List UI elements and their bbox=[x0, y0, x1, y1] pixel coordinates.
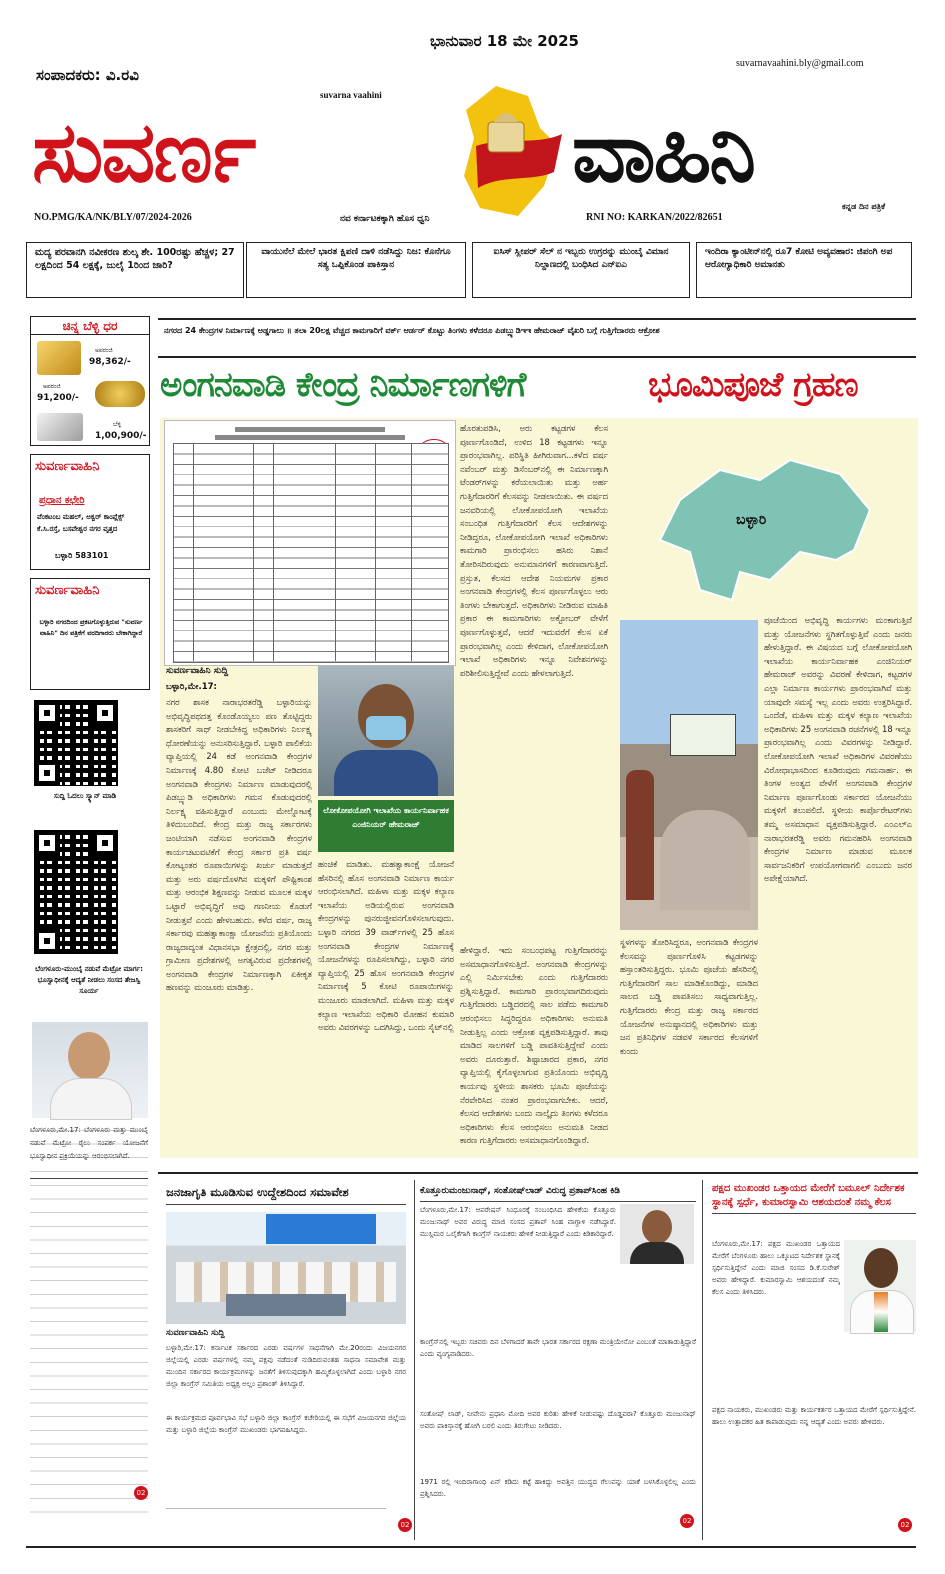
story3-body-2: ಪಕ್ಷದ ನಾಯಕರು, ಮುಖಂಡರು ಮತ್ತು ಕಾರ್ಯಕರ್ತರ ಒತ್ತಾಯದ ಮೇರೆಗೆ ಸ್ಪರ್ಧಿಸುತ್ತಿದ್ದೇನೆ. ಹಾಲು ಉತ್ಪಾದಕರ ಹಿತ ಕಾಪಾಡುವುದು ನನ್ನ ಆದ್ಯತೆ ಎಂದು ಅವರು ಹೇಳಿದರು. bbox=[712, 1406, 916, 1426]
mp-body-continued bbox=[30, 1178, 148, 1519]
engineer-photo bbox=[318, 666, 454, 796]
gold-24-label: ಅಪರಂಜಿ bbox=[43, 383, 61, 390]
sidebar bbox=[30, 316, 150, 1536]
silver-bars-image bbox=[37, 413, 83, 441]
lead-col4-text: ಪೂಜೆಯಿಂದ ಅಭಿವೃದ್ಧಿ ಕಾರ್ಯಗಳು ಮಂಕಾಗುತ್ತಿವೆ ಮತ್ತು ಯೋಜನೆಗಳು ಸ್ಥಗಿತಗೊಳ್ಳುತ್ತಿವೆ ಎಂದು ಜನರು ಹೇಳುತ್ತಿದ್ದಾರೆ. ಈ ವಿಷಯದ ಬಗ್ಗೆ ಲೋಕೋಪಯೋಗಿ ಇಲಾಖೆಯ ಕಾರ್ಯನಿರ್ವಾಹಕ ಎಂಜಿನಿಯರ್ ಹೇಮರಾಜ್ ಅವರನ್ನು ವಿವರಣೆ ಕೇಳಿದಾಗ, ಕಟ್ಟಡಗಳ ಎಲ್ಲಾ ನಿರ್ಮಾಣ ಕಾರ್ಯಗಳು ಪ್ರಾರಂಭವಾಗಿವೆ ಮತ್ತು ಯಾವುದೇ ಸಮಸ್ಯೆ ಇಲ್ಲ ಎಂದು ಅವರು ಉತ್ತರಿಸಿದ್ದಾರೆ. ಒಂದೆಡೆ, ಮಹಿಳಾ ಮತ್ತು ಮಕ್ಕಳ ಕಲ್ಯಾಣ ಇಲಾಖೆಯ ಅಧಿಕಾರಿಗಳು 25 ಅಂಗನವಾಡಿ ರಚನೆಗಳಲ್ಲಿ 18 ಇನ್ನೂ ಪ್ರಾರಂಭವಾಗಿಲ್ಲ ಎಂದು ವಿವರಗಳನ್ನು ನೀಡಿದ್ದಾರೆ. ಲೋಕೋಪಯೋಗಿ ಇಲಾಖೆ ಅಧಿಕಾರಿಗಳ ವಿವರಣೆಯು ವಿರೋಧಾಭಾಸದಿಂದ ಕೂಡಿರುವುದು ಗಮನಾರ್ಹ. ಈ ತಿಂಗಳ ಅಂತ್ಯದ ವೇಳೆಗೆ ಅಂಗನವಾಡಿ ಕೇಂದ್ರಗಳ ನಿರ್ಮಾಣ ಪೂರ್ಣಗೊಂಡು ಸರ್ಕಾರದ ಯೋಜನೆಯು ಮಕ್ಕಳಿಗೆ ತಲುಪಲಿದೆ. ಸ್ಥಳೀಯ ಕಾರ್ಪೊರೇಟರ್‌ಗಳು ತಮ್ಮ ಅಸಮಾಧಾನ ವ್ಯಕ್ತಪಡಿಸುತ್ತಿದ್ದಾರೆ. ಎಂಎಲ್ಎ ನಾರಾಭರತರೆಡ್ಡಿ ಅವರು ಗಮನಹರಿಸಿ ಅಂಗನವಾಡಿ ಕೇಂದ್ರಗಳ ನಿರ್ಮಾಣ ಮಾಡುವ ಮೂಲಕ ಸಾರ್ವಜನಿಕರಿಗೆ ಉಪಯೋಗವಾಗಲಿ ಎಂಬುದು ಜನರ ಅಪೇಕ್ಷೆಯಾಗಿದೆ. bbox=[764, 615, 912, 884]
gold-22-label: ಅಪರಂಜಿ bbox=[95, 347, 113, 354]
teaser-1[interactable]: ಮದ್ಯ ಪರವಾನಗಿ ನವೀಕರಣ ಶುಲ್ಕ ಶೇ. 100ರಷ್ಟು ಹೆಚ್ಚಳ; 27 ಲಕ್ಷದಿಂದ 54 ಲಕ್ಷಕ್ಕೆ, ಜುಲೈ 1ರಿಂದ ಜಾರಿ? bbox=[26, 242, 244, 298]
meeting-photo bbox=[166, 1212, 406, 1324]
gold-rate-box bbox=[30, 316, 150, 446]
teaser-2[interactable]: ವಾಯುನೆಲೆ ಮೇಲೆ ಭಾರತ ಕ್ಷಿಪಣಿ ದಾಳಿ ನಡೆಸಿದ್ದು ನಿಜ: ಕೊನೆಗೂ ಸತ್ಯ ಒಪ್ಪಿಕೊಂಡ ಪಾಕಿಸ್ತಾನ bbox=[246, 242, 466, 298]
reporter-ad-box bbox=[30, 578, 150, 690]
gold-22-price: 98,362/- bbox=[89, 357, 131, 367]
rni-number: RNI NO: KARKAN/2022/82651 bbox=[586, 212, 723, 223]
qr-code-2[interactable] bbox=[34, 830, 118, 954]
lead-col3b-text: ಸ್ಥಳಗಳನ್ನು ತೋರಿಸಿದ್ದರೂ, ಅಂಗನವಾಡಿ ಕೇಂದ್ರಗಳ ಕೆಲಸವನ್ನು ಪೂರ್ಣಗೊಳಿಸಿ ಕಟ್ಟಡಗಳನ್ನು ಹಸ್ತಾಂತರಿಸುತ್ತಿದ್ದರು. ಭೂಮಿ ಪೂಜೆಯ ಹೆಸರಿನಲ್ಲಿ ಗುತ್ತಿಗೆದಾರರಿಗೆ ಸಾಲ ಮಾಡಿಕೊಂಡಿದ್ದು, ಮಾಡಿದ ಸಾಲದ ಬಡ್ಡಿ ಪಾವತಿಸಲು ಸಾಧ್ಯವಾಗುತ್ತಿಲ್ಲ. ಗುತ್ತಿಗೆದಾರರು ಕೇಂದ್ರ ಮತ್ತು ರಾಜ್ಯ ಸರ್ಕಾರದ ಯೋಜನೆಗಳ ಅನುಷ್ಠಾನದಲ್ಲಿ ಅಧಿಕಾರಿಗಳು ಮತ್ತು ಜನ ಪ್ರತಿನಿಧಿಗಳ ನಡವಳಿ ಸರ್ಕಾರದ ಕೆಲಸಗಳಿಗೆ ಕುಂದು bbox=[620, 937, 758, 1056]
lead-byline: ಸುವರ್ಣವಾಹಿನಿ ಸುದ್ದಿ bbox=[166, 666, 229, 676]
office-box bbox=[30, 454, 150, 570]
lead-col1-text: ನಗರ ಶಾಸಕ ನಾರಾಭರತರೆಡ್ಡಿ ಬಳ್ಳಾರಿಯನ್ನು ಅಭಿವೃದ್ಧಿಪಥದತ್ತ ಕೊಂಡೊಯ್ಯಲು ಪಣ ತೊಟ್ಟಿದ್ದರು ಶಾಸಕರಿಗೆ ಸಾಥ್ ನೀಡಬೇಕಿದ್ದ ಅಧಿಕಾರಿಗಳು ನಿರ್ಲಕ್ಷ್ಯ ಧೋರಣೆಯನ್ನು ಅನುಸರಿಸುತ್ತಿದ್ದಾರೆ. ಬಳ್ಳಾರಿ ಪಾಲಿಕೆಯ ವ್ಯಾಪ್ತಿಯಲ್ಲಿ 24 ಕಡೆ ಅಂಗನವಾಡಿ ಕೇಂದ್ರಗಳ ನಿರ್ಮಾಣಕ್ಕೆ 4.80 ಕೋಟಿ ಬಜೆಟ್ ನೀಡಿದರೂ ಅಂಗನವಾಡಿ ಕೇಂದ್ರಗಳು ನಿರ್ಮಾಣ ಮಾಡುವುದರಲ್ಲಿ ಪಿಡಬ್ಲ್ಯುಡಿ ಅಧಿಕಾರಿಗಳು ಗಮನ ಕೊಡುವುದರಲ್ಲಿ ನಿರ್ಲಕ್ಷ್ಯ ವಹಿಸುತ್ತಿದ್ದಾರೆ ಎಂಬುದು ಮೇಲ್ನೋಟಕ್ಕೆ ತಿಳಿದುಬಂದಿದೆ. ಕೇಂದ್ರ ಮತ್ತು ರಾಜ್ಯ ಸರ್ಕಾರಗಳು ಜಂಟಿಯಾಗಿ ನಡೆಸುವ ಅಂಗನವಾಡಿ ಕೇಂದ್ರಗಳ ಕಾರ್ಯಚಟುವಟಿಕೆಗೆ ಕೇಂದ್ರ ಸರ್ಕಾರ ಪ್ರತಿ ವರ್ಷ ಕೋಟ್ಯಂತರ ರೂಪಾಯಿಗಳನ್ನು ಖರ್ಚು ಮಾಡುತ್ತದೆ ಮತ್ತು ಅರು ವರ್ಷದೊಳಗಿನ ಮಕ್ಕಳಿಗೆ ಪೌಷ್ಟಿಕಾಂಶ ಮತ್ತು ಆರಂಭಿಕ ಶಿಕ್ಷಣವನ್ನು ನೀಡುವ ಮೂಲಕ ಮಕ್ಕಳ ಒಟ್ಟಾರೆ ಅಭಿವೃದ್ಧಿಗೆ ಅವು ಗಣನೀಯ ಕೊಡುಗೆ ನೀಡುತ್ತವೆ ಎಂದು ಹೇಳಬಹುದು. ಕಳೆದ ವರ್ಷ, ರಾಜ್ಯ ಸರ್ಕಾರವು ಮಹತ್ವಾಕಾಂಕ್ಷಾ ಯೋಜನೆಯ ಪ್ರತಿಯೊಂದು ರಾಜ್ಯದಾದ್ಯಂತ ವಿಧಾನಸಭಾ ಕ್ಷೇತ್ರದಲ್ಲಿ, ನಗರ ಮತ್ತು ಗ್ರಾಮೀಣ ಪ್ರದೇಶಗಳಲ್ಲಿ ಅಗತ್ಯವಿರುವ ಪ್ರದೇಶಗಳಲ್ಲಿ ಅಂಗನವಾಡಿ ಕೇಂದ್ರಗಳ ನಿರ್ಮಾಣಕ್ಕಾಗಿ ಏಕೀಕೃತ ಹಣವನ್ನು ಮಂಜೂರು ಮಾಡಿತ್ತು. bbox=[166, 697, 312, 993]
page-badge-3: 02 bbox=[680, 1514, 694, 1528]
story3-body: ಬೆಂಗಳೂರು,ಮೇ.17: ಪಕ್ಷದ ಮುಖಂಡರ ಒತ್ತಾಯದ ಮೇರೆಗೆ ಬೆಂಗಳೂರು ಹಾಲು ಒಕ್ಕೂಟದ ನಿರ್ದೇಶಕ ಸ್ಥಾನಕ್ಕೆ ಸ್ಪರ್ಧಿಸುತ್ತಿದ್ದೇನೆ ಎಂದು ಮಾಜಿ ಸಂಸದ ಡಿ.ಕೆ.ಸುರೇಶ್ ಅವರು ಹೇಳಿದ್ದಾರೆ. ಕುಮಾರಸ್ವಾಮಿ ಆಶಯದಂತೆ ನಮ್ಮ ಕೆಲಸ ಎಂದು ತಿಳಿಸಿದರು. bbox=[712, 1240, 840, 1296]
page-bottom-rule bbox=[26, 1546, 916, 1548]
page-badge-2: 02 bbox=[398, 1518, 412, 1532]
mp-headline: ಬೆಂಗಳೂರು-ಮುಂಬೈ ನಡುವೆ ಮೆಟ್ರೋ ಮಾರ್ಗ: ಭೂಸ್ವಾಧೀನಕ್ಕೆ ಆದ್ಯತೆ ನೀಡಲು ಸಂಸದ ತೇಜಸ್ವಿ ಸೂರ್ಯ bbox=[35, 965, 143, 995]
qr-caption-1: ಸುದ್ದಿ ಓದಲು ಸ್ಕ್ಯಾನ್ ಮಾಡಿ bbox=[53, 792, 117, 800]
gold-24-price: 91,200/- bbox=[37, 393, 79, 403]
gold-chain-image bbox=[95, 381, 145, 407]
story2-body-4: 1971 ರಲ್ಲಿ ಇಂದಿರಾಗಾಂಧಿ ಏನ್ ಕಡಿದು ಕಟ್ಟೆ ಹಾಕಿದ್ದು ಅವತ್ತಿನ ಯುದ್ಧದ ಗೆಲುವನ್ನು ಯಾಕೆ ಬಳಸಿಕೊಳ್ಳಲಿಲ್ಲ ಎಂದು ಪ್ರಶ್ನಿಸಿದರು. bbox=[420, 1478, 696, 1498]
editor-line: ಸಂಪಾದಕರು: ವಿ.ರವಿ bbox=[36, 66, 139, 84]
issue-date: ಭಾನುವಾರ 18 ಮೇ 2025 bbox=[430, 32, 579, 50]
office-title: ಪ್ರಧಾನ ಕಛೇರಿ bbox=[39, 495, 85, 506]
qr-code-1[interactable] bbox=[34, 700, 118, 786]
lead-col3-upper: ಹೊರತುಪಡಿಸಿ, ಅರು ಕಟ್ಟಡಗಳ ಕೆಲಸ ಪೂರ್ಣಗೊಂಡಿದೆ, ಉಳಿದ 18 ಕಟ್ಟಡಗಳು ಇನ್ನೂ ಪ್ರಾರಂಭವಾಗಿಲ್ಲ. ಪರಿಸ್ಥಿತಿ ಹೀಗಿರುವಾಗ...ಕಳೆದ ವರ್ಷ ನವೆಂಬರ್ ಮತ್ತು ಡಿಸೆಂಬರ್‌ನಲ್ಲಿ ಈ ನಿರ್ಮಾಣಕ್ಕಾಗಿ ಟೆಂಡರ್‌ಗಳನ್ನು ಕರೆಯಲಾಯಿತು ಮತ್ತು ಅರ್ಹ ಗುತ್ತಿಗೆದಾರರಿಗೆ ಕೆಲಸವನ್ನು ನೀಡಲಾಯಿತು. ಈ ವರ್ಷದ ಜನವರಿಯಲ್ಲಿ ಲೋಕೋಪಯೋಗಿ ಇಲಾಖೆಯ ಸಂಬಂಧಿತ ಗುತ್ತಿಗೆದಾರರಿಗೆ ಕೆಲಸ ಆದೇಶಗಳನ್ನು ನೀಡಿದ್ದರೂ, ಲೋಕೋಪಯೋಗಿ ಇಲಾಖೆ ಅಧಿಕಾರಿಗಳು ಕಾಮಗಾರಿ ಪ್ರಾರಂಭಿಸಲು ಹಸಿರು ನಿಶಾನೆ ತೋರಿಸದಿರುವುದು ಅನುಮಾನಗಳಿಗೆ ಕಾರಣವಾಗುತ್ತಿದೆ. ಪ್ರಸ್ತುತ, ಕೆಲಸದ ಆದೇಶ ನಿಯಮಗಳ ಪ್ರಕಾರ ಅಂಗನವಾಡಿ ಕೇಂದ್ರಗಳಲ್ಲಿ ಕೆಲಸ ಪೂರ್ಣಗೊಳ್ಳಲು ಆರು ತಿಂಗಳು ಬೇಕಾಗುತ್ತದೆ. ಅಧಿಕಾರಿಗಳು ನೀಡಿರುವ ಮಾಹಿತಿ ಪ್ರಕಾರ ಈ ಕಾಮಗಾರಿಗಳು ಅಕ್ಟೋಬರ್ ವೇಳೆಗೆ ಪೂರ್ಣಗೊಳ್ಳುತ್ತವೆ, ಆದರೆ ಇದುವರೆಗೆ ಕೆಲಸ ಏಕೆ ಪ್ರಾರಂಭವಾಗಿಲ್ಲ ಎಂದು ಕೇಳಿದಾಗ, ಲೋಕೋಪಯೋಗಿ ಇಲಾಖೆ ಅಧಿಕಾರಿಗಳು ಇನ್ನೂ ನಿವೇಶನಗಳನ್ನು ಪರಿಶೀಲಿಸುತ್ತಿದ್ದೇವೆ ಎಂದು ಹೇಳಲಾಗುತ್ತಿದೆ. bbox=[460, 423, 608, 678]
gold-bars-image bbox=[37, 341, 81, 375]
masthead bbox=[0, 0, 945, 240]
story2-body-3: ಸಂತೋಷ್ ಲಾಡ್, ನೀವೇನು ಪ್ರಧಾನಿ ಮೋದಿ ಅವರ ಕುರಿತು ಹೇಳಿಕೆ ನೀಡುವಷ್ಟು ದೊಡ್ಡವರಾ? ಕೊತ್ತೂರು ಮಂಜುನಾಥ್ ಅವರು ಪಾಕಿಸ್ತಾನಕ್ಕೆ ಹೋಗಿ ಬರಲಿ ಎಂದು ತಿರುಗೇಟು ನೀಡಿದರು. bbox=[420, 1410, 696, 1430]
story3-divider bbox=[702, 1180, 703, 1540]
story1-byline: ಸುವರ್ಣವಾಹಿನಿ ಸುದ್ದಿ bbox=[166, 1328, 225, 1338]
office-address: ವೆಂಕಟಂಬ ಮಹಲ್, ಅಕ್ವರ್ ಕಾಂಪ್ಲೆಕ್ಸ್ ಕೆ.ಸಿ.ರಸ್ತೆ, ಬಸವೇಶ್ವರ ನಗರ ವೃತ್ತದ bbox=[37, 513, 125, 533]
brand-small: suvarna vaahini bbox=[320, 90, 382, 100]
lead-kicker-bar bbox=[158, 318, 916, 358]
office-pin: ಬಳ್ಳಾರಿ 583101 bbox=[55, 551, 109, 560]
lead-dateline: ಬಳ್ಳಾರಿ,ಮೇ.17: bbox=[166, 682, 217, 692]
mp-photo bbox=[32, 1022, 148, 1118]
lead-headline-red: ಭೂಮಿಪೂಜೆ ಗ್ರಹಣ bbox=[648, 365, 858, 405]
lead-headline-green: ಅಂಗನವಾಡಿ ಕೇಂದ್ರ ನಿರ್ಮಾಣಗಳಿಗೆ bbox=[160, 365, 526, 405]
story1-body-2: ಈ ಕಾರ್ಯಕ್ರಮದ ಪೂರ್ವಭಾವಿ ಸಭೆ ಬಳ್ಳಾರಿ ಜಿಲ್ಲಾ ಕಾಂಗ್ರೆಸ್ ಕಚೇರಿಯಲ್ಲಿ ಈ ಸಭೆಗೆ ವಿಜಯನಗರ ಜಿಲ್ಲೆಯ ಮತ್ತು ಬಳ್ಳಾರಿ ಜಿಲ್ಲೆಯ ಕಾಂಗ್ರೆಸ್ ಮುಖಂಡರು ಭಾಗವಹಿಸಿದ್ದರು. bbox=[166, 1414, 406, 1434]
anganwadi-list-table-image bbox=[164, 420, 456, 666]
story2-headline: ಕೊತ್ತೂರುಮಂಜುನಾಥ್, ಸಂತೋಷ್‌ಲಾಡ್ ವಿರುದ್ಧ ಪ್ರತಾಪ್‌ಸಿಂಹ ಕಿಡಿ bbox=[420, 1184, 696, 1202]
story3-headline: ಪಕ್ಷದ ಮುಖಂಡರ ಒತ್ತಾಯದ ಮೇರೆಗೆ ಬಮೂಲ್ ನಿರ್ದೇಶಕ ಸ್ಥಾನಕ್ಕೆ ಸ್ಪರ್ಧೆ, ಕುಮಾರಸ್ವಾಮಿ ಆಶಯದಂತೆ ನಮ್ಮ ಕೆಲಸ bbox=[712, 1182, 916, 1214]
teaser-4[interactable]: ಇಂದಿರಾ ಕ್ಯಾಂಟೀನ್‌ನಲ್ಲಿ ರೂ7 ಕೋಟಿ ಅವ್ಯವಹಾರ: ಜಿಪಂಗಿ ಅಪ ಆರೋಗ್ಯಾಧಿಕಾರಿ ಅಮಾನತು bbox=[696, 242, 912, 298]
silver-price: 1,00,900/- bbox=[95, 431, 147, 441]
pratap-simha-photo bbox=[620, 1204, 694, 1264]
office-logo: ಸುವರ್ಣವಾಹಿನಿ bbox=[35, 459, 100, 474]
teaser-3[interactable]: ಐಸಿಸ್ ಸ್ಲೀಪರ್ ಸೆಲ್ ನ ಇಬ್ಬರು ಉಗ್ರರನ್ನು ಮುಂಬೈ ವಿಮಾನ ನಿಲ್ದಾಣದಲ್ಲಿ ಬಂಧಿಸಿದ ಎನ್ಐಎ bbox=[472, 242, 690, 298]
tagline: ನವ ಕರ್ನಾಟಕಕ್ಕಾಗಿ ಹೊಸ ಧ್ವನಿ bbox=[340, 214, 430, 224]
mp-body: ಬೆಂಗಳೂರು,ಮೇ.17: ಬೆಂಗಳೂರು ಮತ್ತು ಮುಂಬೈ ನಡುವೆ ಮೆಟ್ರೋ ರೈಲು ಸಂಪರ್ಕ ಯೋಜನೆಗೆ ಭೂಸ್ವಾಧೀನ ಪ್ರಕ್ರಿಯೆಯನ್ನು ಆರಂಭಿಸಲಾಗಿದೆ. bbox=[30, 1124, 148, 1176]
story2-body: ಬೆಂಗಳೂರು,ಮೇ.17: ಆಪರೇಷನ್ ಸಿಂಧೂರಕ್ಕೆ ಸಂಬಂಧಿಸಿದ ಹೇಳಿಕೆಯ ಕೊತ್ತೂರು ಮಂಜುನಾಥ್ ಅವರ ವಿರುದ್ಧ ಮಾಜಿ ಸಂಸದ ಪ್ರತಾಪ್ ಸಿಂಹ ವಾಗ್ದಾಳಿ ನಡೆಸಿದ್ದಾರೆ. ಮುಸ್ಲಿಮರ ಒಲೈಕೆಗಾಗಿ ಕಾಂಗ್ರೆಸ್ ನಾಯಕರು ಹೇಳಿಕೆ ನೀಡುತ್ತಿದ್ದಾರೆ ಎಂದು ಕಿಡಿಕಾರಿದ್ದಾರೆ. bbox=[420, 1206, 616, 1238]
map-label: ಬಳ್ಳಾರಿ bbox=[736, 512, 767, 528]
page-badge-1: 02 bbox=[134, 1486, 148, 1500]
lead-col3-lower: ಹೇಳಿದ್ದಾರೆ. ಇದು ಸಂಬಂಧಪಟ್ಟ ಗುತ್ತಿಗೆದಾರರನ್ನು ಅಸಮಾಧಾನಗೊಳಿಸುತ್ತಿದೆ. ಅಂಗನವಾಡಿ ಕೇಂದ್ರಗಳನ್ನು ಎಲ್ಲಿ ನಿರ್ಮಿಸಬೇಕು ಎಂದು ಗುತ್ತಿಗೆದಾರರು ಪ್ರಶ್ನಿಸುತ್ತಿದ್ದಾರೆ. ಕಾಮಗಾರಿ ಪ್ರಾರಂಭವಾಗದಿರುವುದು ಗುತ್ತಿಗೆದಾರರು ಬಡ್ಡಿದರದಲ್ಲಿ ಸಾಲ ಪಡೆದು ಕಾಮಗಾರಿ ಆರಂಭಿಸಲು ಸಿದ್ಧರಿದ್ದರೂ ಅಧಿಕಾರಿಗಳು ಅನುಮತಿ ನೀಡುತ್ತಿಲ್ಲ ಎಂದು ಆಕ್ರೋಶ ವ್ಯಕ್ತಪಡಿಸುತ್ತಿದ್ದಾರೆ. ತಾವು ಮಾಡಿದ ಸಾಲಗಳಿಗೆ ಬಡ್ಡಿ ಪಾವತಿಸುತ್ತಿದ್ದೇವೆ ಎಂದು ಅವರು ದೂರುತ್ತಾರೆ. ಶಿಷ್ಟಾಚಾರದ ಪ್ರಕಾರ, ನಗರ ವ್ಯಾಪ್ತಿಯಲ್ಲಿ ಕೈಗೊಳ್ಳಲಾಗುವ ಪ್ರತಿಯೊಂದು ಅಭಿವೃದ್ಧಿ ಕಾರ್ಯವು ಸ್ಥಳೀಯ ಶಾಸಕರು ಭೂಮಿ ಪೂಜೆಯನ್ನು ನೆರವೇರಿಸಿದ ನಂತರ ಪ್ರಾರಂಭವಾಗಬೇಕು. ಆದರೆ, ಕೆಲಸದ ಆದೇಶಗಳು ಬಂದು ನಾಲ್ಕೈದು ತಿಂಗಳು ಕಳೆದರೂ ಅಧಿಕಾರಿಗಳು ಕೆಲಸ ಆರಂಭಿಸಲು ಅನುಮತಿ ನೀಡದ ಕಾರಣ ಗುತ್ತಿಗೆದಾರರು ಅಸಮಾಧಾನಗೊಂಡಿದ್ದಾರೆ. bbox=[460, 945, 608, 1146]
masthead-title-right: ವಾಹಿನಿ bbox=[572, 103, 754, 201]
bottom-divider bbox=[158, 1172, 918, 1174]
construction-site-photo bbox=[620, 620, 758, 930]
ad-text: ಬಳ್ಳಾರಿ ನಗರದಿಂದ ಪ್ರಕಟಗೊಳ್ಳುತ್ತಿರುವ "ಸುವರ್ಣ ವಾಹಿನಿ" ದಿನ ಪತ್ರಿಕೆಗೆ ವರದಿಗಾರರು ಬೇಕಾಗಿದ್ದಾರೆ bbox=[39, 618, 143, 637]
masthead-title-left: ಸುವರ್ಣ bbox=[32, 103, 255, 201]
story1-footer-line bbox=[166, 1508, 386, 1509]
lead-col2-lower: ಹಂಚಿಕೆ ಮಾಡಿತು. ಮಹತ್ವಾಕಾಂಕ್ಷೆ ಯೋಜನೆ ಹೆಸರಿನಲ್ಲಿ ಹೊಸ ಅಂಗನವಾಡಿ ನಿರ್ಮಾಣ ಕಾರ್ಯ ಆರಂಭಿಸಲಾಗಿದೆ. ಮಹಿಳಾ ಮತ್ತು ಮಕ್ಕಳ ಕಲ್ಯಾಣ ಇಲಾಖೆಯ ಅಡಿಯಲ್ಲಿರುವ ಅಂಗನವಾಡಿ ಕೇಂದ್ರಗಳನ್ನು ಪುನರುಜ್ಜೀವನಗೊಳಿಸಲಾಗುವುದು. ಬಳ್ಳಾರಿ ನಗರದ 39 ವಾರ್ಡ್‌ಗಳಲ್ಲಿ 25 ಹೊಸ ಅಂಗನವಾಡಿ ಕೇಂದ್ರಗಳ ನಿರ್ಮಾಣಕ್ಕೆ ಯೋಜನೆಗಳನ್ನು ರೂಪಿಸಲಾಗಿದ್ದು, ಬಳ್ಳಾರಿ ನಗರ ವ್ಯಾಪ್ತಿಯಲ್ಲಿ 25 ಹೊಸ ಅಂಗನವಾಡಿ ಕೇಂದ್ರಗಳ ನಿರ್ಮಾಣಕ್ಕೆ 5 ಕೋಟಿ ರೂಪಾಯಿಗಳನ್ನು ಮಂಜೂರು ಮಾಡಲಾಗಿದೆ. ಮಹಿಳಾ ಮತ್ತು ಮಕ್ಕಳ ಕಲ್ಯಾಣ ಇಲಾಖೆಯ ಅಧಿಕಾರಿ ಮೋಹನ ಕುಮಾರಿ ಅವರು ವಿವರಗಳನ್ನು ಒದಗಿಸಿದ್ದು, ಒಂದು ಸೈಟ್‌ನಲ್ಲಿ bbox=[318, 859, 454, 1033]
registration-number: NO.PMG/KA/NK/BLY/07/2024-2026 bbox=[34, 212, 192, 223]
ad-logo: ಸುವರ್ಣವಾಹಿನಿ bbox=[35, 583, 100, 598]
page-badge-4: 02 bbox=[898, 1518, 912, 1532]
karnataka-emblem-icon bbox=[436, 76, 576, 226]
story1-body: ಬಳ್ಳಾರಿ,ಮೇ.17: ಕರ್ನಾಟಕ ಸರ್ಕಾರದ ಎರಡು ವರ್ಷಗಳ ಸಾಧನೆಗಾಗಿ ಮೇ.20ರಂದು ವಿಜಯನಗರ ಜಿಲ್ಲೆಯಲ್ಲಿ ಎರಡು ವರ್ಷಗಳಲ್ಲಿ ನಮ್ಮ ಪಕ್ಷವು ನಡೆದಂತೆ ನುಡಿದಿರುವಂತಹ ಸಾಧನಾ ಸಮಾವೇಶ ಮತ್ತು ಮುಂದಿನ ಸರ್ಕಾರದ ಕಾರ್ಯಕ್ರಮಗಳನ್ನು ಜನತೆಗೆ ತಿಳಿಸುವುದಕ್ಕಾಗಿ ಹಮ್ಮಿಕೊಳ್ಳಲಾಗಿದೆ ಎಂದು ಬಳ್ಳಾರಿ ನಗರ ಜಿಲ್ಲಾ ಕಾಂಗ್ರೆಸ್ ಸಮಿತಿಯ ಅಧ್ಯಕ್ಷ ಅಲ್ಲಂ ಪ್ರಶಾಂತ್ ತಿಳಿಸಿದ್ದಾರೆ. bbox=[166, 1344, 406, 1388]
paper-type: ಕನ್ನಡ ದಿನ ಪತ್ರಿಕೆ bbox=[842, 202, 886, 211]
lead-kicker: ನಗರದ 24 ಕೇಂದ್ರಗಳ ನಿರ್ಮಾಣಕ್ಕೆ ಅಡ್ಡಗಾಲು ॥ ತಲಾ 20ಲಕ್ಷ ವೆಚ್ಚದ ಕಾಮಗಾರಿಗೆ ವರ್ಕ್ ಆರ್ಡರ್ ಕೊಟ್ಟು ತಿಂಗಳು ಕಳೆದರೂ ಪಿಡಬ್ಲ್ಯುಡಿಇಇ ಹೇಮರಾಜ್ ವೈಖರಿ ಬಗ್ಗೆ ಗುತ್ತಿಗೆದಾರರು ಆಕ್ರೋಶ bbox=[164, 326, 660, 335]
gold-rate-title: ಚಿನ್ನ ಬೆಳ್ಳಿ ಧರ bbox=[31, 319, 149, 335]
silver-label: ಬೆಳ್ಳಿ bbox=[113, 421, 121, 428]
story1-headline: ಜನಜಾಗೃತಿ ಮೂಡಿಸುವ ಉದ್ದೇಶದಿಂದ ಸಮಾವೇಶ bbox=[166, 1184, 406, 1205]
dk-suresh-photo bbox=[844, 1240, 916, 1332]
story2-divider bbox=[414, 1180, 415, 1540]
engineer-caption: ಲೋಕೋಪಯೋಗಿ ಇಲಾಖೆಯ ಕಾರ್ಯನಿರ್ವಾಹಕ ಎಂಜಿನಿಯರ್ ಹೇಮರಾಜ್ bbox=[323, 806, 449, 829]
story2-body-2: ಕಾಂಗ್ರೆಸ್‌ನಲ್ಲಿ ಇಬ್ಬರು ಸಚಿವರು ದಿನ ಬೆಳಗಾದರೆ ತಾವೇ ಭಾರತ ಸರ್ಕಾರದ ರಕ್ಷಣಾ ಮಂತ್ರಿಯೇನೋ ಎಂಬಂತೆ ಮಾತಾಡುತ್ತಿದ್ದಾರೆ ಎಂದು ವ್ಯಂಗ್ಯವಾಡಿದರು. bbox=[420, 1338, 696, 1358]
contact-email: suvarnavaahini.bly@gmail.com bbox=[736, 58, 864, 69]
